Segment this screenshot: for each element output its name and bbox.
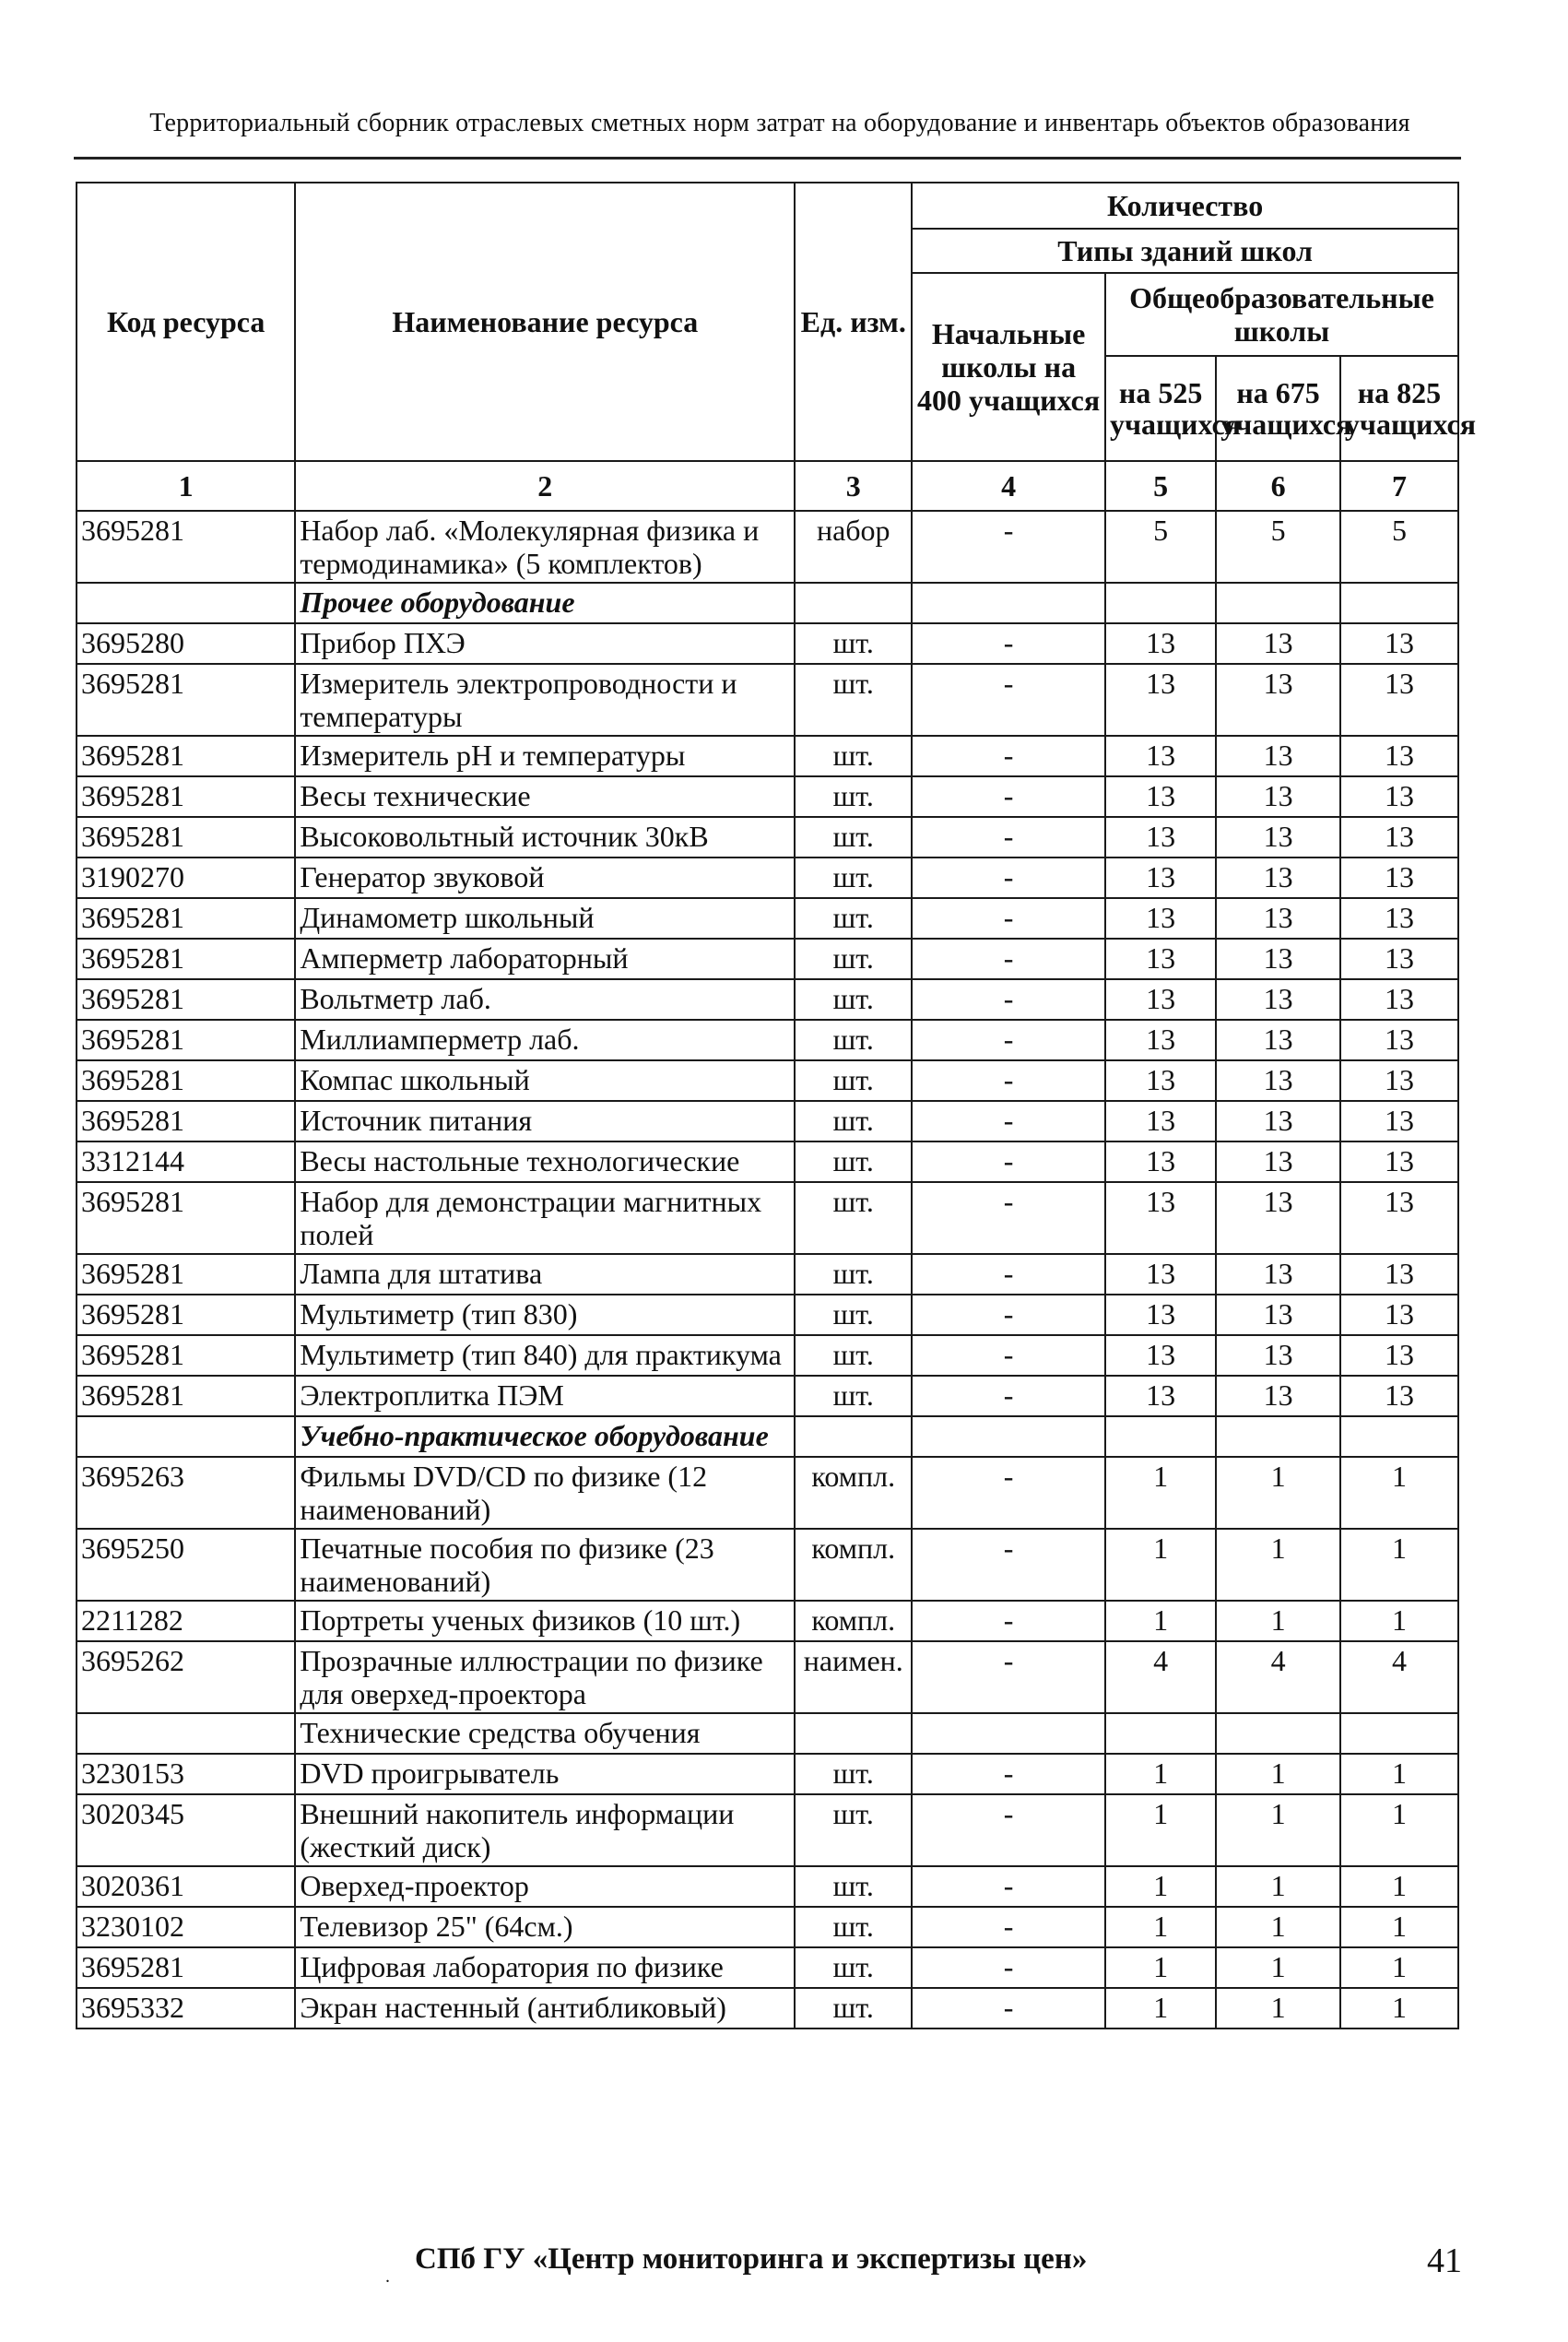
cell-qty bbox=[1105, 1713, 1216, 1754]
cell-name: Прибор ПХЭ bbox=[295, 623, 795, 664]
table-row bbox=[77, 1866, 1458, 1907]
cell-qty-primary: - bbox=[912, 1101, 1105, 1141]
cell-qty-675: 1 bbox=[1216, 1457, 1340, 1529]
cell-unit: шт. bbox=[795, 1182, 912, 1254]
cell-qty-primary: - bbox=[912, 1335, 1105, 1376]
cell-qty-825: 1 bbox=[1340, 1988, 1458, 2029]
cell-qty-825: 13 bbox=[1340, 1060, 1458, 1101]
table-row bbox=[77, 817, 1458, 858]
header-675: на 675 учащихся bbox=[1216, 356, 1340, 461]
table-row bbox=[77, 1376, 1458, 1416]
cell-unit: шт. bbox=[795, 1254, 912, 1295]
cell-qty bbox=[1340, 1416, 1458, 1457]
cell-code: 3695262 bbox=[77, 1641, 295, 1713]
cell-qty-675: 13 bbox=[1216, 1182, 1340, 1254]
cell-qty-primary: - bbox=[912, 1295, 1105, 1335]
table-row bbox=[77, 1754, 1458, 1794]
cell-unit: шт. bbox=[795, 1020, 912, 1060]
column-number: 1 bbox=[77, 461, 295, 511]
table-row bbox=[77, 1529, 1458, 1601]
cell-qty-675: 13 bbox=[1216, 858, 1340, 898]
header-code: Код ресурса bbox=[77, 183, 295, 461]
cell-unit: шт. bbox=[795, 1947, 912, 1988]
section-row bbox=[77, 1416, 1458, 1457]
cell-code: 3695280 bbox=[77, 623, 295, 664]
column-numbers-row bbox=[77, 461, 1458, 511]
cell-qty-primary: - bbox=[912, 1376, 1105, 1416]
cell-name: Печатные пособия по физике (23 наименований) bbox=[295, 1529, 795, 1601]
cell-qty-675: 1 bbox=[1216, 1907, 1340, 1947]
cell-qty-525: 1 bbox=[1105, 1457, 1216, 1529]
cell-name: Динамометр школьный bbox=[295, 898, 795, 939]
cell-qty-825: 1 bbox=[1340, 1601, 1458, 1641]
column-number: 3 bbox=[795, 461, 912, 511]
table-row bbox=[77, 979, 1458, 1020]
table-row bbox=[77, 1907, 1458, 1947]
cell-qty-primary: - bbox=[912, 1020, 1105, 1060]
cell-qty-primary: - bbox=[912, 1060, 1105, 1101]
cell-qty-675: 13 bbox=[1216, 1254, 1340, 1295]
cell-qty-525: 13 bbox=[1105, 1060, 1216, 1101]
header-unit: Ед. изм. bbox=[795, 183, 912, 461]
cell-code bbox=[77, 1416, 295, 1457]
cell-name: Мультиметр (тип 830) bbox=[295, 1295, 795, 1335]
cell-unit: компл. bbox=[795, 1601, 912, 1641]
cell-qty-825: 1 bbox=[1340, 1947, 1458, 1988]
cell-unit: шт. bbox=[795, 1754, 912, 1794]
cell-qty-825: 13 bbox=[1340, 1376, 1458, 1416]
cell-unit: компл. bbox=[795, 1457, 912, 1529]
cell-code: 2211282 bbox=[77, 1601, 295, 1641]
cell-code: 3695281 bbox=[77, 1101, 295, 1141]
cell-qty-525: 1 bbox=[1105, 1866, 1216, 1907]
cell-qty-675: 13 bbox=[1216, 939, 1340, 979]
cell-qty-primary: - bbox=[912, 623, 1105, 664]
cell-code bbox=[77, 583, 295, 623]
cell-qty-825: 13 bbox=[1340, 1182, 1458, 1254]
cell-qty-525: 13 bbox=[1105, 1182, 1216, 1254]
cell-qty-primary: - bbox=[912, 1601, 1105, 1641]
cell-unit: набор bbox=[795, 511, 912, 583]
header-name: Наименование ресурса bbox=[295, 183, 795, 461]
cell-name: Генератор звуковой bbox=[295, 858, 795, 898]
header-school-types: Типы зданий школ bbox=[912, 229, 1458, 273]
table-row bbox=[77, 664, 1458, 736]
cell-qty-525: 13 bbox=[1105, 1101, 1216, 1141]
cell-name: Электроплитка ПЭМ bbox=[295, 1376, 795, 1416]
cell-unit: шт. bbox=[795, 1295, 912, 1335]
cell-qty-primary: - bbox=[912, 776, 1105, 817]
cell-code: 3695263 bbox=[77, 1457, 295, 1529]
cell-qty-525: 13 bbox=[1105, 979, 1216, 1020]
cell-unit: наимен. bbox=[795, 1641, 912, 1713]
cell-name: Мультиметр (тип 840) для практикума bbox=[295, 1335, 795, 1376]
cell-qty-675: 1 bbox=[1216, 1601, 1340, 1641]
cell-qty-primary: - bbox=[912, 736, 1105, 776]
cell-qty-525: 13 bbox=[1105, 1376, 1216, 1416]
cell-name: Измеритель pH и температуры bbox=[295, 736, 795, 776]
section-row bbox=[77, 583, 1458, 623]
table-row bbox=[77, 1254, 1458, 1295]
column-number: 7 bbox=[1340, 461, 1458, 511]
table-row bbox=[77, 1020, 1458, 1060]
table-row bbox=[77, 1457, 1458, 1529]
cell-qty-675: 1 bbox=[1216, 1794, 1340, 1866]
header-525: на 525 учащихся bbox=[1105, 356, 1216, 461]
table-row bbox=[77, 1295, 1458, 1335]
cell-qty-675: 13 bbox=[1216, 1376, 1340, 1416]
section-row bbox=[77, 1713, 1458, 1754]
cell-qty-825: 13 bbox=[1340, 1020, 1458, 1060]
cell-qty-primary: - bbox=[912, 1794, 1105, 1866]
cell-code: 3020361 bbox=[77, 1866, 295, 1907]
cell-code: 3312144 bbox=[77, 1141, 295, 1182]
cell-code: 3695281 bbox=[77, 1947, 295, 1988]
cell-qty-primary: - bbox=[912, 939, 1105, 979]
cell-unit: шт. bbox=[795, 664, 912, 736]
table-row bbox=[77, 939, 1458, 979]
cell-qty-675: 13 bbox=[1216, 1060, 1340, 1101]
cell-qty-825: 13 bbox=[1340, 776, 1458, 817]
cell-qty-825: 13 bbox=[1340, 1254, 1458, 1295]
cell-code: 3695281 bbox=[77, 736, 295, 776]
cell-name: Лампа для штатива bbox=[295, 1254, 795, 1295]
cell-unit: шт. bbox=[795, 1141, 912, 1182]
header-quantity: Количество bbox=[912, 183, 1458, 229]
cell-qty-primary: - bbox=[912, 511, 1105, 583]
cell-qty-525: 1 bbox=[1105, 1601, 1216, 1641]
cell-qty-525: 13 bbox=[1105, 817, 1216, 858]
cell-code: 3020345 bbox=[77, 1794, 295, 1866]
cell-qty-525: 13 bbox=[1105, 939, 1216, 979]
cell-unit: шт. bbox=[795, 736, 912, 776]
cell-unit: шт. bbox=[795, 979, 912, 1020]
cell-name: Высоковольтный источник 30кВ bbox=[295, 817, 795, 858]
cell-qty-825: 13 bbox=[1340, 1141, 1458, 1182]
cell-qty-primary: - bbox=[912, 1457, 1105, 1529]
cell-qty-525: 1 bbox=[1105, 1947, 1216, 1988]
cell-name: Фильмы DVD/CD по физике (12 наименований) bbox=[295, 1457, 795, 1529]
cell-code: 3190270 bbox=[77, 858, 295, 898]
cell-qty-primary: - bbox=[912, 1947, 1105, 1988]
cell-unit: шт. bbox=[795, 776, 912, 817]
cell-qty-675: 13 bbox=[1216, 1335, 1340, 1376]
cell-qty-675: 13 bbox=[1216, 1295, 1340, 1335]
table-row bbox=[77, 1335, 1458, 1376]
cell-name: Миллиамперметр лаб. bbox=[295, 1020, 795, 1060]
table-row bbox=[77, 1641, 1458, 1713]
table-row bbox=[77, 858, 1458, 898]
cell-qty-675: 1 bbox=[1216, 1754, 1340, 1794]
table-row bbox=[77, 1141, 1458, 1182]
cell-unit: шт. bbox=[795, 898, 912, 939]
cell-unit: шт. bbox=[795, 1866, 912, 1907]
cell-name: Весы настольные технологические bbox=[295, 1141, 795, 1182]
cell-name: Набор для демонстрации магнитных полей bbox=[295, 1182, 795, 1254]
cell-qty-825: 13 bbox=[1340, 979, 1458, 1020]
cell-qty-primary: - bbox=[912, 1907, 1105, 1947]
cell-unit: шт. bbox=[795, 939, 912, 979]
cell-qty-primary: - bbox=[912, 858, 1105, 898]
cell-code: 3695281 bbox=[77, 939, 295, 979]
cell-code: 3695250 bbox=[77, 1529, 295, 1601]
column-number: 5 bbox=[1105, 461, 1216, 511]
cell-qty-525: 13 bbox=[1105, 623, 1216, 664]
cell-qty-primary: - bbox=[912, 1254, 1105, 1295]
cell-qty-675: 4 bbox=[1216, 1641, 1340, 1713]
cell-name: Оверхед-проектор bbox=[295, 1866, 795, 1907]
cell-qty-825: 13 bbox=[1340, 623, 1458, 664]
cell-unit: шт. bbox=[795, 1376, 912, 1416]
header-rule bbox=[74, 157, 1461, 160]
section-title: Технические средства обучения bbox=[295, 1713, 795, 1754]
cell-name: Набор лаб. «Молекулярная физика и термодинамика» (5 комплектов) bbox=[295, 511, 795, 583]
cell-unit: шт. bbox=[795, 1335, 912, 1376]
cell-qty bbox=[1105, 583, 1216, 623]
cell-qty-675: 5 bbox=[1216, 511, 1340, 583]
cell-qty-525: 13 bbox=[1105, 1141, 1216, 1182]
cell-qty bbox=[912, 583, 1105, 623]
cell-qty-primary: - bbox=[912, 1182, 1105, 1254]
cell-qty-525: 13 bbox=[1105, 1020, 1216, 1060]
cell-qty-825: 1 bbox=[1340, 1457, 1458, 1529]
cell-name: Портреты ученых физиков (10 шт.) bbox=[295, 1601, 795, 1641]
cell-qty-825: 1 bbox=[1340, 1529, 1458, 1601]
column-number: 4 bbox=[912, 461, 1105, 511]
cell-name: Экран настенный (антибликовый) bbox=[295, 1988, 795, 2029]
cell-unit bbox=[795, 1713, 912, 1754]
page-number: 41 bbox=[1427, 2241, 1462, 2280]
cell-qty-825: 1 bbox=[1340, 1907, 1458, 1947]
table-row bbox=[77, 511, 1458, 583]
cell-qty-675: 13 bbox=[1216, 1101, 1340, 1141]
cell-unit: шт. bbox=[795, 858, 912, 898]
cell-qty-primary: - bbox=[912, 1866, 1105, 1907]
cell-code: 3695281 bbox=[77, 511, 295, 583]
cell-qty bbox=[1216, 583, 1340, 623]
cell-unit: шт. bbox=[795, 623, 912, 664]
cell-qty-525: 13 bbox=[1105, 736, 1216, 776]
cell-qty-825: 1 bbox=[1340, 1794, 1458, 1866]
cell-qty bbox=[1340, 583, 1458, 623]
table-row bbox=[77, 776, 1458, 817]
cell-name: Внешний накопитель информации (жесткий диск) bbox=[295, 1794, 795, 1866]
cell-qty-primary: - bbox=[912, 664, 1105, 736]
cell-code: 3695281 bbox=[77, 1376, 295, 1416]
cell-qty bbox=[1340, 1713, 1458, 1754]
cell-code: 3695332 bbox=[77, 1988, 295, 2029]
table-row bbox=[77, 1060, 1458, 1101]
norms-table bbox=[76, 182, 1476, 2029]
cell-qty-675: 13 bbox=[1216, 664, 1340, 736]
cell-unit: шт. bbox=[795, 1101, 912, 1141]
table-body bbox=[77, 511, 1458, 2029]
cell-unit bbox=[795, 1416, 912, 1457]
cell-unit: компл. bbox=[795, 1529, 912, 1601]
cell-qty-525: 1 bbox=[1105, 1907, 1216, 1947]
cell-qty-675: 13 bbox=[1216, 1020, 1340, 1060]
cell-name: Измеритель электропроводности и температуры bbox=[295, 664, 795, 736]
footer: СПб ГУ «Центр мониторинга и экспертизы цен» bbox=[415, 2242, 1088, 2276]
cell-unit bbox=[795, 583, 912, 623]
cell-qty-825: 13 bbox=[1340, 1101, 1458, 1141]
cell-qty-525: 4 bbox=[1105, 1641, 1216, 1713]
cell-qty-675: 13 bbox=[1216, 1141, 1340, 1182]
section-title: Прочее оборудование bbox=[295, 583, 795, 623]
cell-qty bbox=[1216, 1713, 1340, 1754]
cell-unit: шт. bbox=[795, 1907, 912, 1947]
cell-qty-primary: - bbox=[912, 1641, 1105, 1713]
section-title: Учебно-практическое оборудование bbox=[295, 1416, 795, 1457]
column-number: 2 bbox=[295, 461, 795, 511]
cell-qty-primary: - bbox=[912, 979, 1105, 1020]
cell-unit: шт. bbox=[795, 1060, 912, 1101]
cell-name: Амперметр лабораторный bbox=[295, 939, 795, 979]
cell-qty-825: 13 bbox=[1340, 898, 1458, 939]
cell-name: Телевизор 25" (64см.) bbox=[295, 1907, 795, 1947]
cell-qty bbox=[912, 1713, 1105, 1754]
cell-code: 3230102 bbox=[77, 1907, 295, 1947]
cell-qty-525: 13 bbox=[1105, 776, 1216, 817]
running-header: Территориальный сборник отраслевых сметных норм затрат на оборудование и инвентарь объектов образования bbox=[149, 109, 1410, 137]
cell-qty-525: 13 bbox=[1105, 898, 1216, 939]
table-row bbox=[77, 1182, 1458, 1254]
cell-qty bbox=[1105, 1416, 1216, 1457]
cell-qty-675: 13 bbox=[1216, 776, 1340, 817]
cell-unit: шт. bbox=[795, 1988, 912, 2029]
cell-qty-825: 1 bbox=[1340, 1866, 1458, 1907]
cell-name: Источник питания bbox=[295, 1101, 795, 1141]
cell-name: Вольтметр лаб. bbox=[295, 979, 795, 1020]
cell-code: 3695281 bbox=[77, 664, 295, 736]
cell-code: 3695281 bbox=[77, 1254, 295, 1295]
header-825: на 825 учащихся bbox=[1340, 356, 1458, 461]
cell-code: 3695281 bbox=[77, 1182, 295, 1254]
cell-code: 3230153 bbox=[77, 1754, 295, 1794]
cell-qty-primary: - bbox=[912, 1141, 1105, 1182]
cell-qty-825: 5 bbox=[1340, 511, 1458, 583]
table-row bbox=[77, 1601, 1458, 1641]
cell-name: Прозрачные иллюстрации по физике для оверхед-проектора bbox=[295, 1641, 795, 1713]
cell-qty bbox=[1216, 1416, 1340, 1457]
cell-qty-825: 13 bbox=[1340, 1295, 1458, 1335]
cell-qty-525: 13 bbox=[1105, 858, 1216, 898]
cell-qty-primary: - bbox=[912, 1988, 1105, 2029]
cell-qty-675: 13 bbox=[1216, 623, 1340, 664]
cell-qty-825: 13 bbox=[1340, 1335, 1458, 1376]
cell-unit: шт. bbox=[795, 817, 912, 858]
cell-qty-525: 13 bbox=[1105, 1335, 1216, 1376]
cell-code: 3695281 bbox=[77, 1020, 295, 1060]
cell-name: DVD проигрыватель bbox=[295, 1754, 795, 1794]
cell-qty-825: 13 bbox=[1340, 939, 1458, 979]
cell-code: 3695281 bbox=[77, 817, 295, 858]
cell-code: 3695281 bbox=[77, 1295, 295, 1335]
table-row bbox=[77, 1988, 1458, 2029]
cell-code: 3695281 bbox=[77, 979, 295, 1020]
cell-qty-525: 1 bbox=[1105, 1794, 1216, 1866]
cell-qty-525: 1 bbox=[1105, 1754, 1216, 1794]
cell-qty-525: 13 bbox=[1105, 1254, 1216, 1295]
cell-qty-675: 1 bbox=[1216, 1988, 1340, 2029]
cell-qty-825: 13 bbox=[1340, 664, 1458, 736]
cell-qty-675: 1 bbox=[1216, 1529, 1340, 1601]
cell-qty-675: 13 bbox=[1216, 736, 1340, 776]
cell-qty-825: 13 bbox=[1340, 736, 1458, 776]
cell-name: Компас школьный bbox=[295, 1060, 795, 1101]
cell-qty-675: 13 bbox=[1216, 817, 1340, 858]
header-primary: Начальные школы на 400 учащихся bbox=[912, 273, 1105, 461]
table-row bbox=[77, 1947, 1458, 1988]
cell-code: 3695281 bbox=[77, 1060, 295, 1101]
cell-qty-675: 1 bbox=[1216, 1947, 1340, 1988]
table-row bbox=[77, 1794, 1458, 1866]
table-row bbox=[77, 623, 1458, 664]
table-row bbox=[77, 898, 1458, 939]
cell-qty-675: 13 bbox=[1216, 898, 1340, 939]
cell-code bbox=[77, 1713, 295, 1754]
page-mark: . bbox=[385, 2266, 390, 2287]
cell-qty-primary: - bbox=[912, 817, 1105, 858]
cell-qty-825: 13 bbox=[1340, 817, 1458, 858]
cell-code: 3695281 bbox=[77, 898, 295, 939]
cell-qty-825: 4 bbox=[1340, 1641, 1458, 1713]
column-number: 6 bbox=[1216, 461, 1340, 511]
cell-name: Цифровая лаборатория по физике bbox=[295, 1947, 795, 1988]
cell-qty-825: 1 bbox=[1340, 1754, 1458, 1794]
cell-qty-primary: - bbox=[912, 898, 1105, 939]
cell-qty-825: 13 bbox=[1340, 858, 1458, 898]
cell-qty-525: 13 bbox=[1105, 664, 1216, 736]
cell-qty bbox=[912, 1416, 1105, 1457]
cell-qty-primary: - bbox=[912, 1754, 1105, 1794]
table-row bbox=[77, 736, 1458, 776]
cell-unit: шт. bbox=[795, 1794, 912, 1866]
cell-qty-525: 1 bbox=[1105, 1988, 1216, 2029]
header-general: Общеобразовательные школы bbox=[1105, 273, 1458, 356]
cell-qty-675: 13 bbox=[1216, 979, 1340, 1020]
cell-qty-525: 5 bbox=[1105, 511, 1216, 583]
table-row bbox=[77, 1101, 1458, 1141]
cell-name: Весы технические bbox=[295, 776, 795, 817]
cell-qty-525: 1 bbox=[1105, 1529, 1216, 1601]
cell-code: 3695281 bbox=[77, 776, 295, 817]
cell-qty-primary: - bbox=[912, 1529, 1105, 1601]
cell-qty-525: 13 bbox=[1105, 1295, 1216, 1335]
cell-qty-675: 1 bbox=[1216, 1866, 1340, 1907]
cell-code: 3695281 bbox=[77, 1335, 295, 1376]
